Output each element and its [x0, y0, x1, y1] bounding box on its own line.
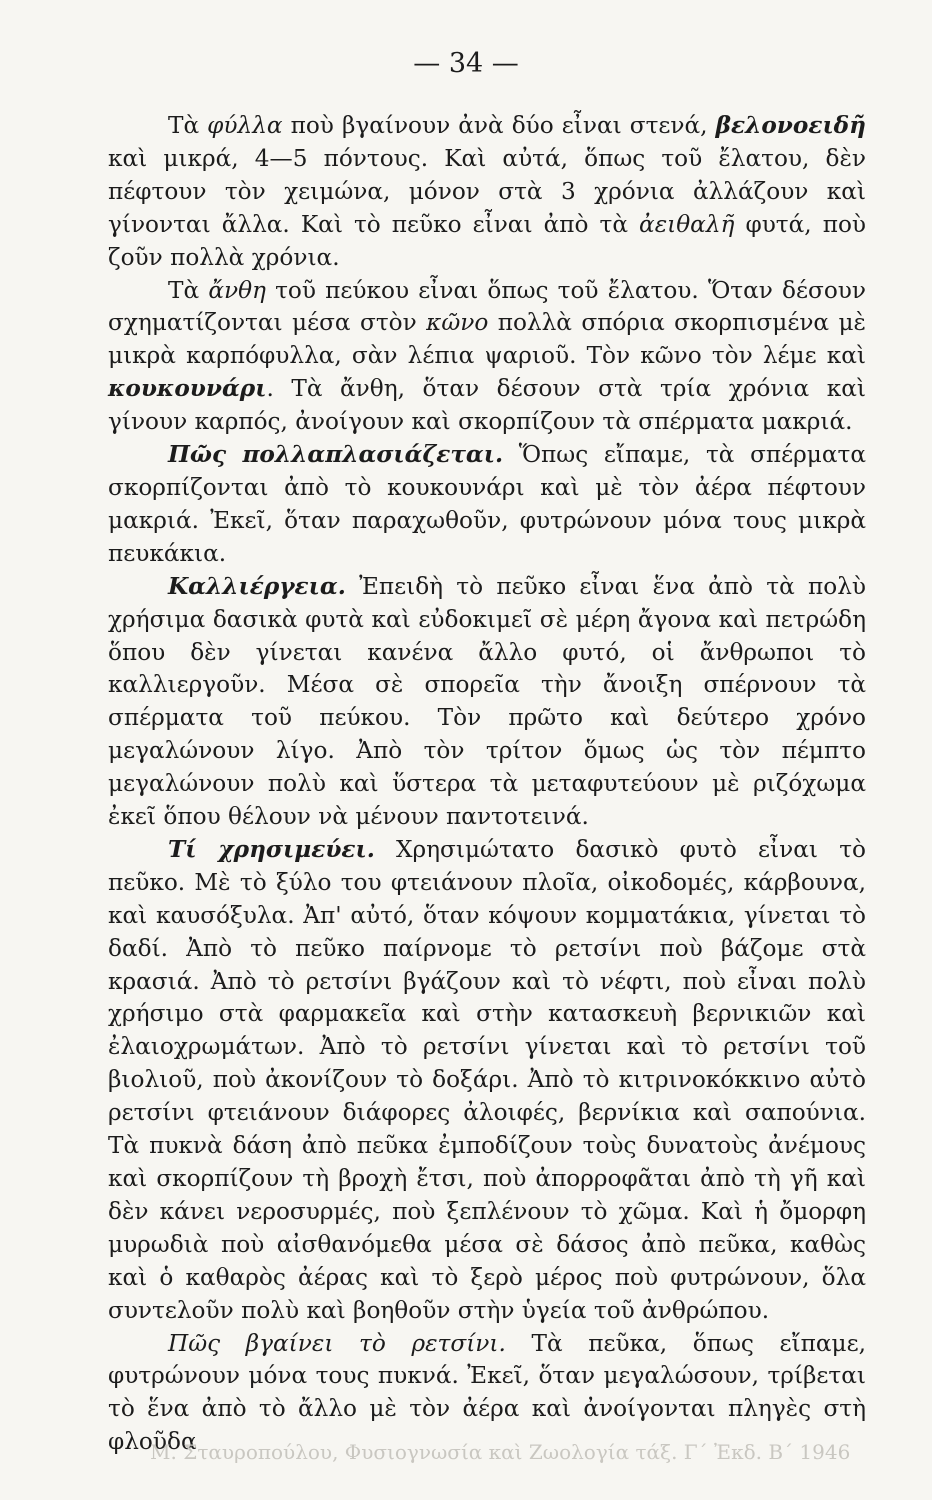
section-heading: Καλλιέργεια. — [168, 572, 346, 600]
text-run: Ἐπειδὴ τὸ πεῦκο εἶναι ἕνα ἀπὸ τὰ πολὺ χρήσιμα δασικὰ φυτὰ καὶ εὐδοκιμεῖ σὲ μέρη ἄγονα καὶ πετρώδη ὅπου δὲν γίνεται κανένα ἄλλο φυτό, οἱ ἄνθρωποι τὸ καλλιεργοῦν. Μέσα σὲ σπορεῖα τὴν ἄνοιξη σπέρνουν τὰ σπέρματα τοῦ πεύκου. Τὸν πρῶτο καὶ δεύτερο χρόνο μεγαλώνουν λίγο. Ἀπὸ τὸν τρίτον ὅμως ὡς τὸν πέμπτο μεγαλώνουν πολὺ καὶ ὕστερα τὰ μεταφυτεύουν μὲ ριζόχωμα ἐκεῖ ὅπου θέλουν νὰ μένουν παντοτεινά. — [108, 572, 866, 831]
emphasized-term: κουκουνάρι — [108, 375, 267, 403]
text-run: ποὺ βγαίνουν ἀνὰ δύο εἶναι στενά, — [282, 112, 716, 139]
bleed-through-text: Μ. Σταυροπούλου, Φυσιογνωσία καὶ Ζωολογία τάξ. Γ΄ Ἐκδ. Β΄ 1946 — [150, 1440, 851, 1464]
text-run: τοῦ πεύκου εἶναι ὅπως τοῦ ἔλατου. Ὅταν δέσουν σχηματίζονται μέσα στὸν — [108, 276, 867, 337]
section-heading: Πῶς βγαίνει τὸ ρετσίνι. — [168, 1329, 506, 1357]
emphasized-term: κῶνο — [426, 309, 489, 337]
section-heading: Πῶς πολλαπλασιάζεται. — [168, 441, 504, 469]
text-run: . Τὰ ἄνθη, ὅταν δέσουν στὰ τρία χρόνια καὶ γίνουν καρπός, ἀνοίγουν καὶ σκορπίζουν τὰ σπέρματα μακριά. — [108, 375, 866, 436]
text-run: Ὅπως εἴπαμε, τὰ σπέρματα σκορπίζονται ἀπὸ τὸ κουκουνάρι καὶ μὲ τὸν ἀέρα πέφτουν μακριά. Ἐκεῖ, ὅταν παραχωθοῦν, φυτρώνουν μόνα τους μικρὰ πευκάκια. — [108, 441, 866, 567]
body-text — [108, 110, 866, 1459]
text-run: πολλὰ σπόρια σκορπισμένα μὲ μικρὰ καρπόφυλλα, σὰν λέπια ψαριοῦ. Τὸν κῶνο τὸν λέμε καὶ — [108, 309, 867, 370]
page-number: — 34 — — [413, 48, 519, 79]
paragraph-propagation — [108, 439, 866, 571]
paragraph-leaves — [108, 110, 866, 275]
text-run: Τὰ — [168, 112, 208, 139]
emphasized-term: βελονοειδῆ — [715, 112, 866, 139]
text-run: Τὰ — [168, 276, 209, 304]
text-run: καὶ μικρά, 4—5 πόντους. Καὶ αὐτά, ὅπως τοῦ ἔλατου, δὲν πέφτουν τὸν χειμώνα, μόνον στὰ 3 χρόνια ἀλλάζουν καὶ γίνονται ἄλλα. Καὶ τὸ πεῦκο εἶναι ἀπὸ τὰ — [108, 144, 866, 238]
paragraph-cultivation — [108, 571, 866, 834]
emphasized-term: φύλλα — [207, 112, 283, 139]
paragraph-uses — [108, 834, 866, 1328]
emphasized-term: ἄνθη — [208, 276, 266, 304]
text-run: Χρησιμώτατο δασικὸ φυτὸ εἶναι τὸ πεῦκο. Μὲ τὸ ξύλο του φτειάνουν πλοῖα, οἰκοδομές, κάρβουνα, καὶ καυσόξυλα. Ἀπ' αὐτό, ὅταν κόψουν κομματάκια, γίνεται τὸ δαδί. Ἀπὸ τὸ πεῦκο παίρνομε τὸ ρετσίνι ποὺ βάζομε στὰ κρασιά. Ἀπὸ τὸ ρετσίνι βγάζουν καὶ τὸ νέφτι, ποὺ εἶναι πολὺ χρήσιμο στὰ φαρμακεῖα καὶ στὴν κατασκευὴ βερνικιῶν καὶ ἐλαιοχρωμάτων. Ἀπὸ τὸ ρετσίνι γίνεται καὶ τὸ ρετσίνι τοῦ βιολιοῦ, ποὺ ἀκονίζουν τὸ δοξάρι. Ἀπὸ τὸ κιτρινοκόκκινο αὐτὸ ρετσίνι φτειάνουν διάφορες ἀλοιφές, βερνίκια καὶ σαπούνια. Τὰ πυκνὰ δάση ἀπὸ πεῦκα ἐμποδίζουν τοὺς δυνατοὺς ἀνέμους καὶ σκορπίζουν τὴ βροχὴ ἔτσι, ποὺ ἀπορροφᾶται ἀπὸ τὴ γῆ καὶ δὲν κάνει νεροσυρμές, ποὺ ξεπλένουν τὸ χῶμα. Καὶ ἡ ὄμορφη μυρωδιὰ ποὺ αἰσθανόμεθα μέσα σὲ δάσος ἀπὸ πεῦκα, καθὼς καὶ ὁ καθαρὸς ἀέρας καὶ τὸ ξερὸ μέρος ποὺ φυτρώνουν, ὅλα συντελοῦν πολὺ καὶ βοηθοῦν στὴν ὑγεία τοῦ ἀνθρώπου. — [108, 835, 866, 1324]
text-run: Τὰ πεῦκα, ὅπως εἴπαμε, φυτρώνουν μόνα τους πυκνά. Ἐκεῖ, ὅταν μεγαλώσουν, τρίβεται τὸ ἕνα ἀπὸ τὸ ἄλλο μὲ τὸν ἀέρα καὶ ἀνοίγονται πληγὲς στὴ φλοῦδα — [108, 1329, 866, 1456]
text-run: φυτά, ποὺ ζοῦν πολλὰ χρόνια. — [108, 210, 866, 271]
emphasized-term: ἀειθαλῆ — [639, 210, 735, 238]
section-heading: Τί χρησιμεύει. — [168, 835, 375, 863]
paragraph-flowers — [108, 275, 866, 440]
